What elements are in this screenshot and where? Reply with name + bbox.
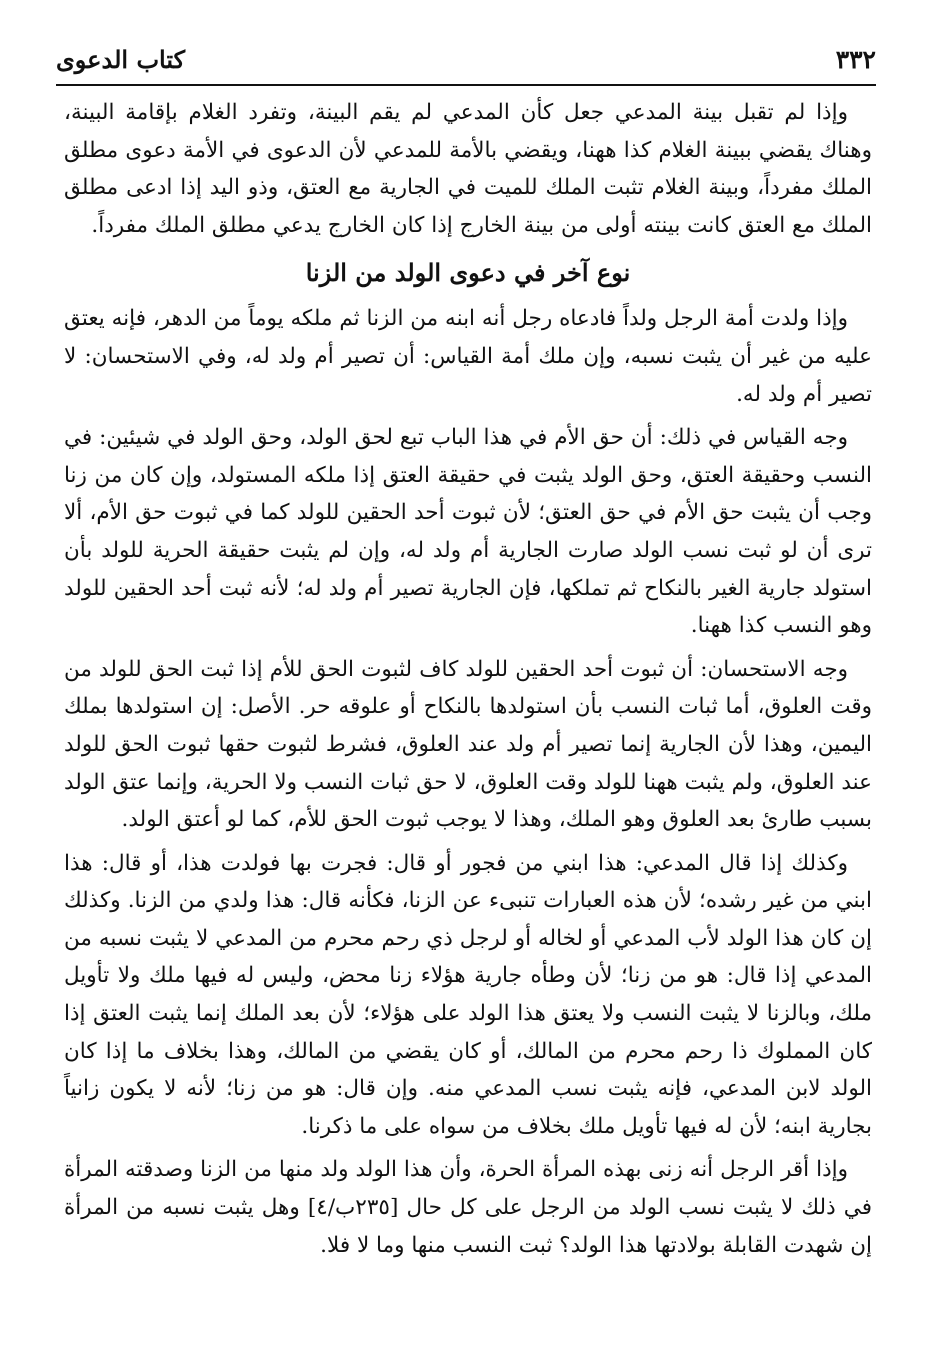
book-title: كتاب الدعوى bbox=[56, 45, 186, 74]
page-number: ٣٣٢ bbox=[835, 45, 876, 74]
section-heading: نوع آخر في دعوى الولد من الزنا bbox=[305, 258, 631, 288]
paragraph: وإذا ولدت أمة الرجل ولداً فادعاه رجل أنه ابنه من الزنا ثم ملكه يوماً من الدهر، فإنه يعتق عليه من غير أن يثبت نسبه، وإن ملك أمة القياس: أن تصير أم ولد له، وفي الاستحسان: لا تصير أم ولد له. bbox=[64, 306, 872, 407]
header-divider bbox=[56, 84, 876, 86]
paragraph: وجه الاستحسان: أن ثبوت أحد الحقين للولد كاف لثبوت الحق للأم إذا ثبت الحق للولد من وقت العلوق، أما ثبات النسب بأن استولدها بالنكاح أو علوقه حر. الأصل: إن استولدها بملك اليمين، وهذا لأن الجارية إنما تصير أم ولد عند العلوق، فشرط لثبوت حقها ثبوت الحق للولد عند العلوق، ولم يثبت ههنا للولد وقت العلوق، لا حق ثبات النسب ولا الحرية، وإنما عتق الولد بسبب طارئ بعد العلوق وهو الملك، وهذا لا يوجب ثبوت الحق للأم، كما لو أعتق الولد. bbox=[64, 656, 872, 833]
paragraph: وإذا أقر الرجل أنه زنى بهذه المرأة الحرة، وأن هذا الولد ولد منها من الزنا وصدقته المرأة في ذلك لا يثبت نسب الولد من الرجل على كل حال [٢٣٥ب/٤] وهل يثبت نسبه من المرأة إن شهدت القابلة بولادتها هذا الولد؟ ثبت النسب منها وما لا فلا. bbox=[64, 1157, 873, 1258]
paragraph-opening: وإذا لم تقبل بينة المدعي جعل كأن المدعي لم يقم البينة، وتفرد الغلام بإقامة البينة، وهناك يقضي ببينة الغلام كذا ههنا، ويقضي بالأمة للمدعي لأن الدعوى في الأمة دعوى مطلق الملك مفرداً، وبينة الغلام تثبت الملك للميت في الجارية مع العتق، وذو اليد إذا ادعى مطلق الملك مع العتق كانت بينته أولى من بينة الخارج إذا كان الخارج يدعي مطلق الملك مفرداً. bbox=[64, 100, 872, 238]
running-header bbox=[56, 40, 876, 82]
paragraph: وجه القياس في ذلك: أن حق الأم في هذا الباب تبع لحق الولد، وحق الولد في شيئين: في النسب وحقيقة العتق، وحق الولد يثبت في حقيقة العتق إذا ملكه المستولد، وإن كان من زنا وجب أن يثبت حق الأم في حق العتق؛ لأن ثبوت أحد الحقين للولد كما في ثبوت حق الأم، ألا ترى أن لو ثبت نسب الولد صارت الجارية أم ولد له، وإن لم يثبت حقيقة الحرية للولد بأن استولد جارية الغير بالنكاح ثم تملكها، فإن الجارية تصير أم ولد له؛ لأنه ثبت أحد الحقين للولد وهو النسب كذا ههنا. bbox=[64, 425, 872, 639]
paragraph: وكذلك إذا قال المدعي: هذا ابني من فجور أو قال: فجرت بها فولدت هذا، أو قال: هذا ابني من غير رشده؛ لأن هذه العبارات تنبىء عن الزنا، فكأنه قال: هذا ولدي من الزنا. وكذلك إن كان هذا الولد لأب المدعي أو لخاله أو لرجل ذي رحم محرم من المدعي لا يثبت نسبه من المدعي إذا قال: هو من زنا؛ لأن وطأه جارية هؤلاء زنا محض، وليس له فيها ملك ولا تأويل ملك، وبالزنا لا يثبت النسب ولا يعتق هذا الولد على هؤلاء؛ لأن بعد الملك إنما يثبت العتق إذا كان المملوك ذا رحم محرم من المالك، أو كان يقضي من المالك، وهذا بخلاف ما إذا كان الولد لابن المدعي، فإنه يثبت نسب المدعي منه. وإن قال: هو من زنا؛ لأنه لا يكون زانياً بجارية ابنه؛ لأن له فيها تأويل ملك بخلاف من سواه على ما ذكرنا. bbox=[64, 850, 872, 1139]
body-text bbox=[64, 94, 872, 1270]
